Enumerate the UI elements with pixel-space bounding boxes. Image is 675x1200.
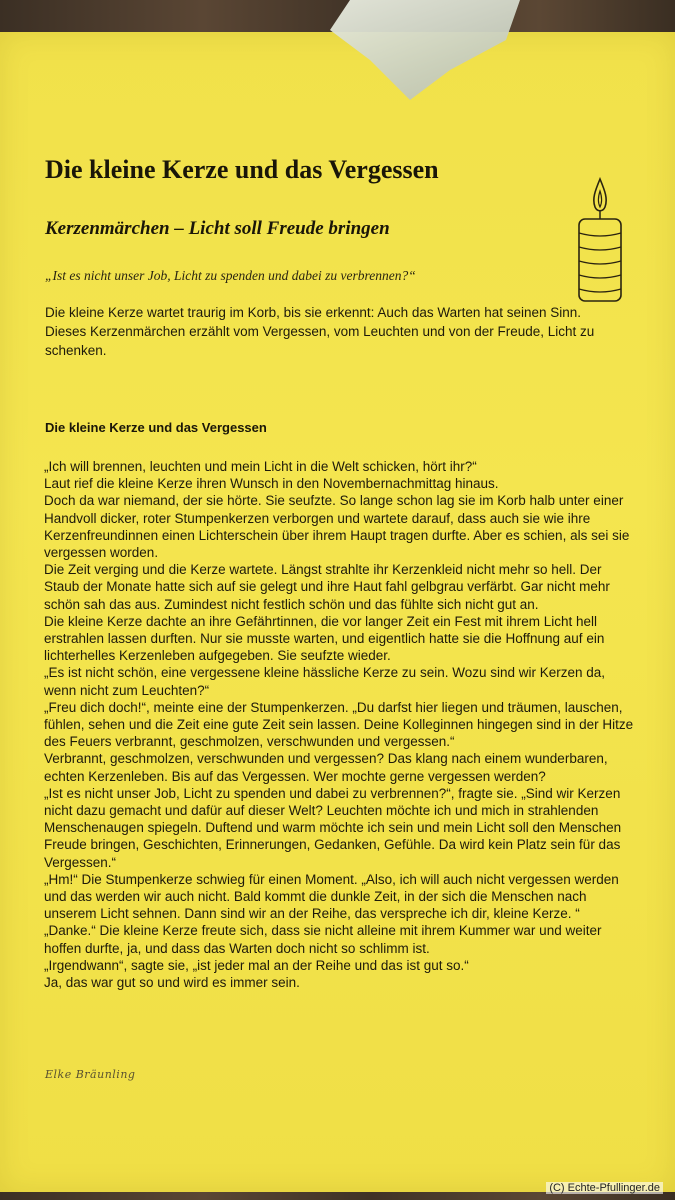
candle-icon [575, 177, 625, 307]
story-paragraph: „Freu dich doch!“, meinte eine der Stumpenkerzen. „Du darfst hier liegen und träumen, lauschen, fühlen, sehen und die Zeit eine gute Zeit sein lassen. Deine Kolleginnen hingegen sind in der Hitze des Feuers verbrannt, geschmolzen, verschwunden und vergessen.“ [44, 699, 634, 750]
intro-paragraph [45, 303, 625, 360]
author-signature: Elke Bräunling [45, 1068, 136, 1081]
document-subtitle: Kerzenmärchen – Licht soll Freude bringen [45, 218, 390, 239]
story-paragraph: Verbrannt, geschmolzen, verschwunden und vergessen? Das klang nach einem wunderbaren, echten Kerzenleben. Bis auf das Vergessen. Wer mochte gerne vergessen werden? [44, 751, 608, 784]
story-paragraph: „Ich will brennen, leuchten und mein Licht in die Welt schicken, hört ihr?“ [44, 459, 477, 474]
story-paragraph: Ja, das war gut so und wird es immer sein. [44, 975, 300, 991]
story-paragraph: Die Zeit verging und die Kerze wartete. Längst strahlte ihr Kerzenkleid nicht mehr so hell. Der Staub der Monate hatte sich auf sie gelegt und ihre Haut fahl gelbgrau verfärbt. Gar nicht mehr schön sah das aus. Zumindest nicht festlich schön und das fühlte sich nicht gut an. [44, 562, 610, 612]
document-title: Die kleine Kerze und das Vergessen [45, 155, 439, 184]
section-heading: Die kleine Kerze und das Vergessen [45, 420, 267, 435]
intro-line: Dieses Kerzenmärchen erzählt vom Vergessen, vom Leuchten und von der Freude, Licht zu schenken. [45, 324, 595, 358]
story-body [44, 458, 634, 991]
copyright-watermark: (C) Echte-Pfullinger.de [546, 1182, 663, 1194]
story-paragraph: Die kleine Kerze dachte an ihre Gefährtinnen, die vor langer Zeit ein Fest mit ihrem Licht hell erstrahlen lassen durften. Nur sie musste warten, und eigentlich hatte sie die Hoffnung auf ein lichterhelles Kerzenleben aufgegeben. Sie seufzte wieder. [44, 613, 605, 664]
story-paragraph: „Hm!“ Die Stumpenkerze schwieg für einen Moment. „Also, ich will auch nicht vergessen werden und das werden wir auch nicht. Bald kommt die dunkle Zeit, in der sich die Menschen nach unserem Licht sehnen. Dann sind wir an der Reihe, das verspreche ich dir, kleine Kerze. “ [44, 871, 619, 922]
story-paragraph: Laut rief die kleine Kerze ihren Wunsch in den Novembernachmittag hinaus. [44, 476, 499, 492]
intro-line: Die kleine Kerze wartet traurig im Korb, bis sie erkennt: Auch das Warten hat seinen Sinn. [45, 305, 582, 320]
story-paragraph: „Danke.“ Die kleine Kerze freute sich, dass sie nicht alleine mit ihrem Kummer war und weiter hoffen durfte, ja, und dass das Warten doch nicht so schlimm ist. [44, 923, 602, 956]
story-paragraph: „Ist es nicht unser Job, Licht zu spenden und dabei zu verbrennen?“, fragte sie. „Sind wir Kerzen nicht dazu gemacht und dafür auf dieser Welt? Leuchten möchte ich und mich in strahlenden Menschenaugen spiegeln. Duftend und warm möchte ich sein und mein Licht soll den Menschen Freude bringen, Geschichten, Erinnerungen, Gedanken, Gefühle. Da wird kein Platz sein für das Vergessen.“ [44, 785, 622, 870]
story-paragraph: Doch da war niemand, der sie hörte. Sie seufzte. So lange schon lag sie im Korb halb unter einer Handvoll dicker, roter Stumpenkerzen verborgen und wartete darauf, dass auch sie wie ihre Kerzenfreundinnen einen Lichterschein über ihrem Haupt tragen durfte. Aber es schien, als sei sie vergessen worden. [44, 493, 630, 561]
intro-quote: „Ist es nicht unser Job, Licht zu spenden und dabei zu verbrennen?“ [45, 268, 416, 283]
story-paragraph: „Irgendwann“, sagte sie, „ist jeder mal an der Reihe und das ist gut so.“ [44, 957, 469, 973]
story-paragraph: „Es ist nicht schön, eine vergessene kleine hässliche Kerze zu sein. Wozu sind wir Kerzen da, wenn nicht zum Leuchten?“ [44, 665, 606, 698]
